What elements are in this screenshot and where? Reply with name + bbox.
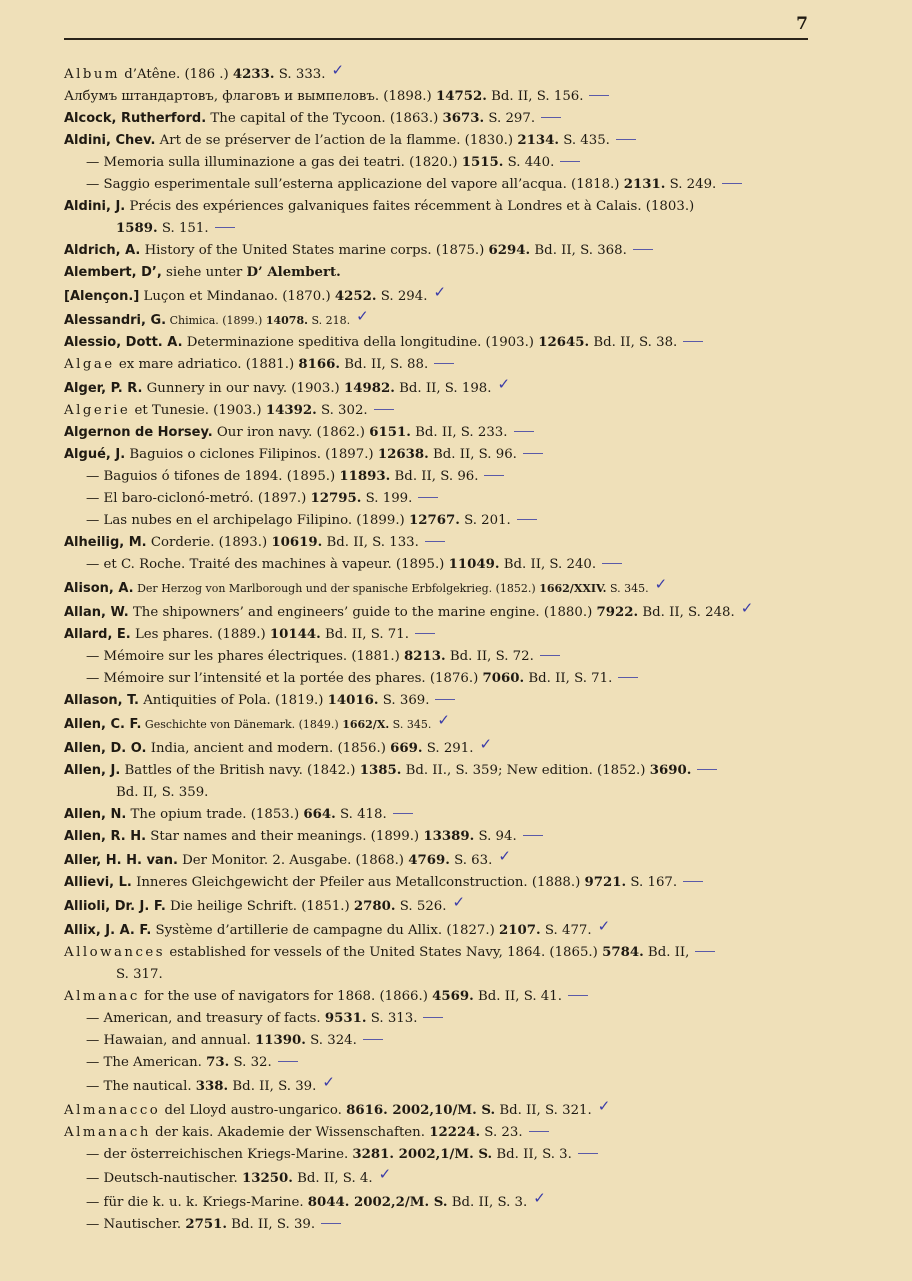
entry-number: 4233.	[232, 67, 275, 82]
entry-number: 14982.	[343, 381, 395, 396]
check-mark-icon: ✓	[437, 711, 450, 729]
index-entry	[64, 444, 864, 466]
entry-number: 8616. 2002,10/M. S.	[346, 1103, 496, 1118]
index-entry	[64, 308, 864, 332]
dash-mark-icon	[215, 227, 235, 228]
entry-reference: S. 94.	[474, 829, 517, 844]
entry-number: 1662/XXIV.	[539, 582, 607, 595]
index-entry	[64, 1214, 864, 1236]
entry-number: 1385.	[359, 763, 402, 778]
index-entry	[64, 690, 864, 712]
entry-reference: Bd. II, S. 321.	[495, 1103, 592, 1118]
dash-mark-icon	[540, 655, 560, 656]
entry-number: 10619.	[271, 535, 323, 550]
entry-reference: S. 324.	[305, 1033, 357, 1048]
entry-number: 13250.	[242, 1171, 293, 1186]
index-entry	[64, 782, 864, 804]
check-mark-icon: ✓	[378, 1165, 392, 1183]
dash-mark-icon	[423, 1017, 443, 1018]
entry-number: 1662/X.	[342, 718, 390, 731]
entry-reference: S. 32.	[229, 1055, 272, 1070]
dash-mark-icon	[321, 1223, 341, 1224]
entry-reference: Bd. II, S. 233.	[410, 425, 508, 440]
entry-title: — Mémoire sur les phares électriques. (1881.)	[86, 649, 405, 664]
entry-heading: Algernon de Horsey.	[64, 425, 213, 440]
entry-title: siehe unter	[161, 265, 247, 280]
entry-reference: Bd. II, S. 88.	[340, 357, 429, 372]
entry-heading: Algué, J.	[64, 447, 126, 462]
entry-number: 9721.	[584, 875, 627, 890]
entry-title: — et C. Roche. Traité des machines à vapeur. (1895.)	[86, 557, 449, 572]
entry-title: — der österreichischen Kriegs-Marine.	[86, 1147, 353, 1162]
entry-reference: S. 199.	[361, 491, 413, 506]
entry-reference: Bd. II, S. 71.	[524, 671, 613, 686]
dash-mark-icon	[683, 881, 703, 882]
entry-reference: Bd. II, S. 240.	[499, 557, 597, 572]
entry-number: 2134.	[517, 133, 559, 148]
entry-title: — The American.	[86, 1055, 207, 1070]
dash-mark-icon	[517, 519, 537, 520]
check-mark-icon: ✓	[479, 735, 493, 753]
entry-reference: S. 63.	[449, 853, 493, 868]
entry-reference: S. 302.	[316, 403, 368, 418]
index-entry	[64, 332, 864, 354]
check-mark-icon: ✓	[356, 307, 369, 325]
entry-number: 8213.	[404, 649, 446, 664]
top-rule	[64, 38, 808, 40]
entry-title: Chimica. (1899.)	[166, 314, 266, 327]
entry-reference: S. 23.	[480, 1125, 523, 1140]
entry-heading: Allen, C. F.	[64, 717, 142, 732]
entry-number: 8044. 2002,2/M. S.	[307, 1195, 448, 1210]
entry-reference: S. 345.	[606, 582, 649, 595]
entry-number: 4252.	[334, 289, 377, 304]
index-entry	[64, 918, 864, 942]
index-entry	[64, 510, 864, 532]
entry-number: 9531.	[324, 1011, 367, 1026]
entry-heading: Alheilig, M.	[64, 535, 147, 550]
index-entry	[64, 174, 864, 196]
entry-number: 4569.	[432, 989, 474, 1004]
entry-title: Luçon et Mindanao. (1870.)	[139, 289, 335, 304]
index-entry	[64, 196, 864, 218]
entry-reference: Bd. II, S. 39.	[228, 1079, 317, 1094]
entry-title: — für die k. u. k. Kriegs-Marine.	[86, 1195, 308, 1210]
entry-reference: Bd. II, S. 3.	[492, 1147, 572, 1162]
index-entry	[64, 826, 864, 848]
index-entry	[64, 1030, 864, 1052]
entry-title: Der Monitor. 2. Ausgabe. (1868.)	[177, 853, 409, 868]
check-mark-icon: ✓	[497, 375, 511, 393]
dash-mark-icon	[434, 363, 454, 364]
entry-title: — Deutsch-nautischer.	[86, 1171, 242, 1186]
check-mark-icon: ✓	[533, 1189, 546, 1207]
entry-reference: Bd. II, S. 359.	[116, 785, 209, 800]
entry-heading: Alison, A.	[64, 581, 134, 596]
entry-title: — The nautical.	[86, 1079, 196, 1094]
entry-reference: S. 297.	[484, 111, 536, 126]
entry-title: — Nautischer.	[86, 1217, 186, 1232]
dash-mark-icon	[602, 563, 622, 564]
entry-heading: Aller, H. H. van.	[64, 853, 178, 868]
entry-reference: Bd. II, S. 41.	[473, 989, 562, 1004]
entry-reference: S. 294.	[376, 289, 428, 304]
entry-heading: Aldini, Chev.	[64, 133, 156, 148]
entry-heading: Aldrich, A.	[64, 243, 141, 258]
entry-number: 14392.	[265, 403, 317, 418]
entry-reference: S. 218.	[307, 314, 351, 327]
entry-number: 1515.	[461, 155, 504, 170]
index-entry	[64, 130, 864, 152]
index-entry	[64, 218, 864, 240]
index-entry	[64, 624, 864, 646]
index-entry	[64, 466, 864, 488]
entry-title: Précis des expériences galvaniques faites récemment à Londres et à Calais. (1803.)	[125, 199, 695, 214]
entry-title: et Tunesie. (1903.)	[130, 403, 266, 418]
entry-number: 8166.	[298, 357, 341, 372]
index-entry	[64, 712, 864, 736]
entry-title: The capital of the Tycoon. (1863.)	[206, 111, 443, 126]
entry-reference: S. 317.	[116, 967, 163, 982]
index-entry	[64, 668, 864, 690]
entry-number: 11390.	[255, 1033, 306, 1048]
entry-keyword: Almanacco	[64, 1103, 161, 1118]
entry-heading: Alger, P. R.	[64, 381, 143, 396]
dash-mark-icon	[589, 95, 609, 96]
entry-title: — Hawaian, and annual.	[86, 1033, 256, 1048]
entry-reference: S. 151.	[157, 221, 209, 236]
dash-mark-icon	[697, 769, 717, 770]
dash-mark-icon	[633, 249, 653, 250]
entry-heading: Alessio, Dott. A.	[64, 335, 183, 350]
entry-reference: Bd. II,	[643, 945, 690, 960]
dash-mark-icon	[618, 677, 638, 678]
entry-number: 14078.	[265, 314, 308, 327]
index-entry	[64, 1052, 864, 1074]
dash-mark-icon	[683, 341, 703, 342]
index-entry	[64, 62, 864, 86]
entry-reference: S. 477.	[540, 923, 592, 938]
index-entry	[64, 894, 864, 918]
entry-number: 10144.	[269, 627, 321, 642]
entry-title: Système d’artillerie de campagne du Allix. (1827.)	[151, 923, 500, 938]
dash-mark-icon	[616, 139, 636, 140]
entry-keyword: Almanach	[64, 1125, 151, 1140]
check-mark-icon: ✓	[322, 1073, 335, 1091]
entry-number: 2131.	[623, 177, 666, 192]
dash-mark-icon	[722, 183, 742, 184]
index-entry	[64, 284, 864, 308]
entry-heading: Alembert, D’,	[64, 265, 162, 280]
entry-reference: Bd. II, S. 198.	[394, 381, 492, 396]
entry-heading: Allievi, L.	[64, 875, 132, 890]
entry-reference: S. 167.	[626, 875, 678, 890]
entry-number: 13389.	[423, 829, 475, 844]
check-mark-icon: ✓	[597, 917, 611, 935]
index-entry	[64, 600, 864, 624]
dash-mark-icon	[363, 1039, 383, 1040]
dash-mark-icon	[523, 835, 543, 836]
entry-title: Die heilige Schrift. (1851.)	[165, 899, 354, 914]
entry-reference: Bd. II, S. 3.	[447, 1195, 528, 1210]
entry-number: 669.	[390, 741, 423, 756]
entry-number: 11893.	[339, 469, 391, 484]
dash-mark-icon	[393, 813, 413, 814]
entry-heading: Allan, W.	[64, 605, 129, 620]
check-mark-icon: ✓	[331, 61, 345, 79]
entry-reference: Bd. II, S. 4.	[292, 1171, 373, 1186]
entry-title: der kais. Akademie der Wissenschaften.	[150, 1125, 430, 1140]
dash-mark-icon	[374, 409, 394, 410]
dash-mark-icon	[484, 475, 504, 476]
entry-heading: Aldini, J.	[64, 199, 126, 214]
entry-number: 5784.	[602, 945, 644, 960]
entry-number: 664.	[303, 807, 336, 822]
entry-title: The opium trade. (1853.)	[126, 807, 304, 822]
entry-number: 14752.	[435, 89, 487, 104]
entry-reference: Bd. II, S. 96.	[428, 447, 517, 462]
entry-title: d’Atêne. (186 .)	[120, 67, 233, 82]
entry-title: Geschichte von Dänemark. (1849.)	[141, 718, 343, 731]
entry-title: for the use of navigators for 1868. (1866.)	[139, 989, 433, 1004]
index-entry	[64, 942, 864, 964]
index-entry	[64, 422, 864, 444]
dash-mark-icon	[418, 497, 438, 498]
entry-number: 1589.	[116, 221, 158, 236]
entry-title: Star names and their meanings. (1899.)	[146, 829, 424, 844]
entry-heading: Allen, J.	[64, 763, 121, 778]
entry-heading: Allason, T.	[64, 693, 139, 708]
entry-title: Corderie. (1893.)	[146, 535, 272, 550]
entry-reference: Bd. II, S. 72.	[445, 649, 534, 664]
entry-reference: Bd. II., S. 359; New edition. (1852.)	[401, 763, 650, 778]
entry-number: 2780.	[353, 899, 396, 914]
index-entry	[64, 400, 864, 422]
entry-title: Албумъ штандартовъ, флаговъ и вымпеловъ. (1898.)	[64, 89, 436, 104]
entry-title: — American, and treasury of facts.	[86, 1011, 325, 1026]
entry-title: Antiquities of Pola. (1819.)	[138, 693, 328, 708]
entry-heading: Allen, R. H.	[64, 829, 147, 844]
dash-mark-icon	[278, 1061, 298, 1062]
index-entry	[64, 1122, 864, 1144]
dash-mark-icon	[541, 117, 561, 118]
entry-reference: S. 526.	[395, 899, 447, 914]
entry-number: 6294.	[488, 243, 531, 258]
entry-number: 12224.	[429, 1125, 481, 1140]
entry-number: 3673.	[442, 111, 485, 126]
index-entry	[64, 262, 864, 284]
entry-title: — Baguios ó tifones de 1894. (1895.)	[86, 469, 340, 484]
entry-number: 73.	[206, 1055, 230, 1070]
entry-title: Der Herzog von Marlborough und der spanische Erbfolgekrieg. (1852.)	[133, 582, 540, 595]
dash-mark-icon	[415, 633, 435, 634]
entry-title: Inneres Gleichgewicht der Pfeiler aus Metallconstruction. (1888.)	[131, 875, 585, 890]
entry-keyword: Almanac	[64, 989, 140, 1004]
entry-title: India, ancient and modern. (1856.)	[146, 741, 391, 756]
index-entries	[64, 62, 864, 1236]
index-entry	[64, 804, 864, 826]
entry-title: Baguios o ciclones Filipinos. (1897.)	[125, 447, 378, 462]
dash-mark-icon	[425, 541, 445, 542]
entry-keyword: Algerie	[64, 403, 131, 418]
check-mark-icon: ✓	[498, 847, 511, 865]
entry-reference: Bd. II, S. 71.	[320, 627, 409, 642]
dash-mark-icon	[435, 699, 455, 700]
entry-number: 6151.	[369, 425, 411, 440]
index-entry	[64, 1008, 864, 1030]
index-entry	[64, 1074, 864, 1098]
entry-reference: S. 435.	[558, 133, 610, 148]
entry-heading: Allard, E.	[64, 627, 131, 642]
dash-mark-icon	[529, 1131, 549, 1132]
check-mark-icon: ✓	[740, 599, 754, 617]
entry-reference: S. 333.	[274, 67, 326, 82]
index-entry	[64, 1190, 864, 1214]
entry-number: 7060.	[482, 671, 525, 686]
entry-number: 338.	[195, 1079, 229, 1094]
entry-title: — Las nubes en el archipelago Filipino. (1899.)	[86, 513, 409, 528]
entry-reference: Bd. II, S. 156.	[486, 89, 584, 104]
entry-title: ex mare adriatico. (1881.)	[114, 357, 299, 372]
entry-number-2: 3690.	[649, 763, 692, 778]
entry-heading: Allen, D. O.	[64, 741, 147, 756]
entry-number: 12645.	[538, 335, 590, 350]
entry-reference: S. 440.	[503, 155, 555, 170]
entry-title: Battles of the British navy. (1842.)	[120, 763, 360, 778]
index-entry	[64, 1166, 864, 1190]
entry-number: 11049.	[448, 557, 500, 572]
index-entry	[64, 532, 864, 554]
entry-heading: [Alençon.]	[64, 289, 140, 304]
index-entry	[64, 488, 864, 510]
entry-title: — Mémoire sur l’intensité et la portée des phares. (1876.)	[86, 671, 483, 686]
entry-title: Our iron navy. (1862.)	[212, 425, 370, 440]
index-entry	[64, 848, 864, 872]
entry-keyword: Album	[64, 67, 121, 82]
entry-reference: S. 201.	[459, 513, 511, 528]
entry-reference: Bd. II, S. 368.	[530, 243, 627, 258]
entry-title: Les phares. (1889.)	[130, 627, 270, 642]
entry-title: — El baro-ciclonó-metró. (1897.)	[86, 491, 311, 506]
entry-number: 12638.	[377, 447, 429, 462]
index-entry	[64, 152, 864, 174]
index-entry	[64, 760, 864, 782]
check-mark-icon: ✓	[597, 1097, 611, 1115]
index-entry	[64, 554, 864, 576]
dash-mark-icon	[695, 951, 715, 952]
entry-reference: Bd. II, S. 248.	[638, 605, 735, 620]
entry-title: Determinazione speditiva della longitudine. (1903.)	[182, 335, 539, 350]
entry-reference: S. 313.	[366, 1011, 418, 1026]
entry-reference: Bd. II, S. 133.	[322, 535, 419, 550]
index-entry	[64, 964, 864, 986]
entry-reference: S. 418.	[335, 807, 387, 822]
entry-keyword: Algae	[64, 357, 115, 372]
entry-reference: S. 369.	[378, 693, 430, 708]
entry-title: Art de se préserver de l’action de la flamme. (1830.)	[155, 133, 518, 148]
entry-title: — Memoria sulla illuminazione a gas dei teatri. (1820.)	[86, 155, 462, 170]
entry-number: 2107.	[499, 923, 541, 938]
index-entry	[64, 646, 864, 668]
index-entry	[64, 86, 864, 108]
dash-mark-icon	[514, 431, 534, 432]
entry-reference: Bd. II, S. 39.	[226, 1217, 316, 1232]
index-entry	[64, 1098, 864, 1122]
check-mark-icon: ✓	[433, 283, 447, 301]
entry-number: 12795.	[310, 491, 362, 506]
index-entry	[64, 986, 864, 1008]
entry-title: established for vessels of the United States Navy, 1864. (1865.)	[165, 945, 603, 960]
index-entry	[64, 736, 864, 760]
entry-heading: Allen, N.	[64, 807, 127, 822]
entry-reference: Bd. II, S. 96.	[390, 469, 479, 484]
dash-mark-icon	[568, 995, 588, 996]
entry-number: 3281. 2002,1/M. S.	[352, 1147, 493, 1162]
check-mark-icon: ✓	[654, 575, 668, 593]
entry-number: 14016.	[327, 693, 379, 708]
entry-number: 7922.	[596, 605, 639, 620]
index-entry	[64, 376, 864, 400]
dash-mark-icon	[523, 453, 543, 454]
index-entry	[64, 108, 864, 130]
dash-mark-icon	[578, 1153, 598, 1154]
entry-number: 12767.	[408, 513, 460, 528]
entry-reference: S. 345.	[389, 718, 432, 731]
index-entry	[64, 1144, 864, 1166]
entry-heading: Allioli, Dr. J. F.	[64, 899, 166, 914]
entry-title: Gunnery in our navy. (1903.)	[142, 381, 344, 396]
entry-number: 4769.	[408, 853, 450, 868]
page-number: 7	[796, 14, 808, 34]
index-entry	[64, 240, 864, 262]
check-mark-icon: ✓	[452, 893, 466, 911]
entry-title: The shipowners’ and engineers’ guide to the marine engine. (1880.)	[128, 605, 597, 620]
entry-reference: S. 291.	[422, 741, 474, 756]
dash-mark-icon	[560, 161, 580, 162]
entry-keyword: Allowances	[64, 945, 166, 960]
entry-number: 2751.	[185, 1217, 227, 1232]
entry-reference: Bd. II, S. 38.	[589, 335, 678, 350]
entry-title: History of the United States marine corps. (1875.)	[140, 243, 489, 258]
entry-heading: Alessandri, G.	[64, 313, 167, 328]
entry-reference: S. 249.	[665, 177, 717, 192]
entry-heading: Allix, J. A. F.	[64, 923, 152, 938]
entry-title: — Saggio esperimentale sull’esterna applicazione del vapore all’acqua. (1818.)	[86, 177, 624, 192]
entry-heading: Alcock, Rutherford.	[64, 111, 207, 126]
entry-number: D’ Alembert.	[246, 265, 341, 280]
entry-title: del Lloyd austro-ungarico.	[160, 1103, 347, 1118]
index-entry	[64, 354, 864, 376]
